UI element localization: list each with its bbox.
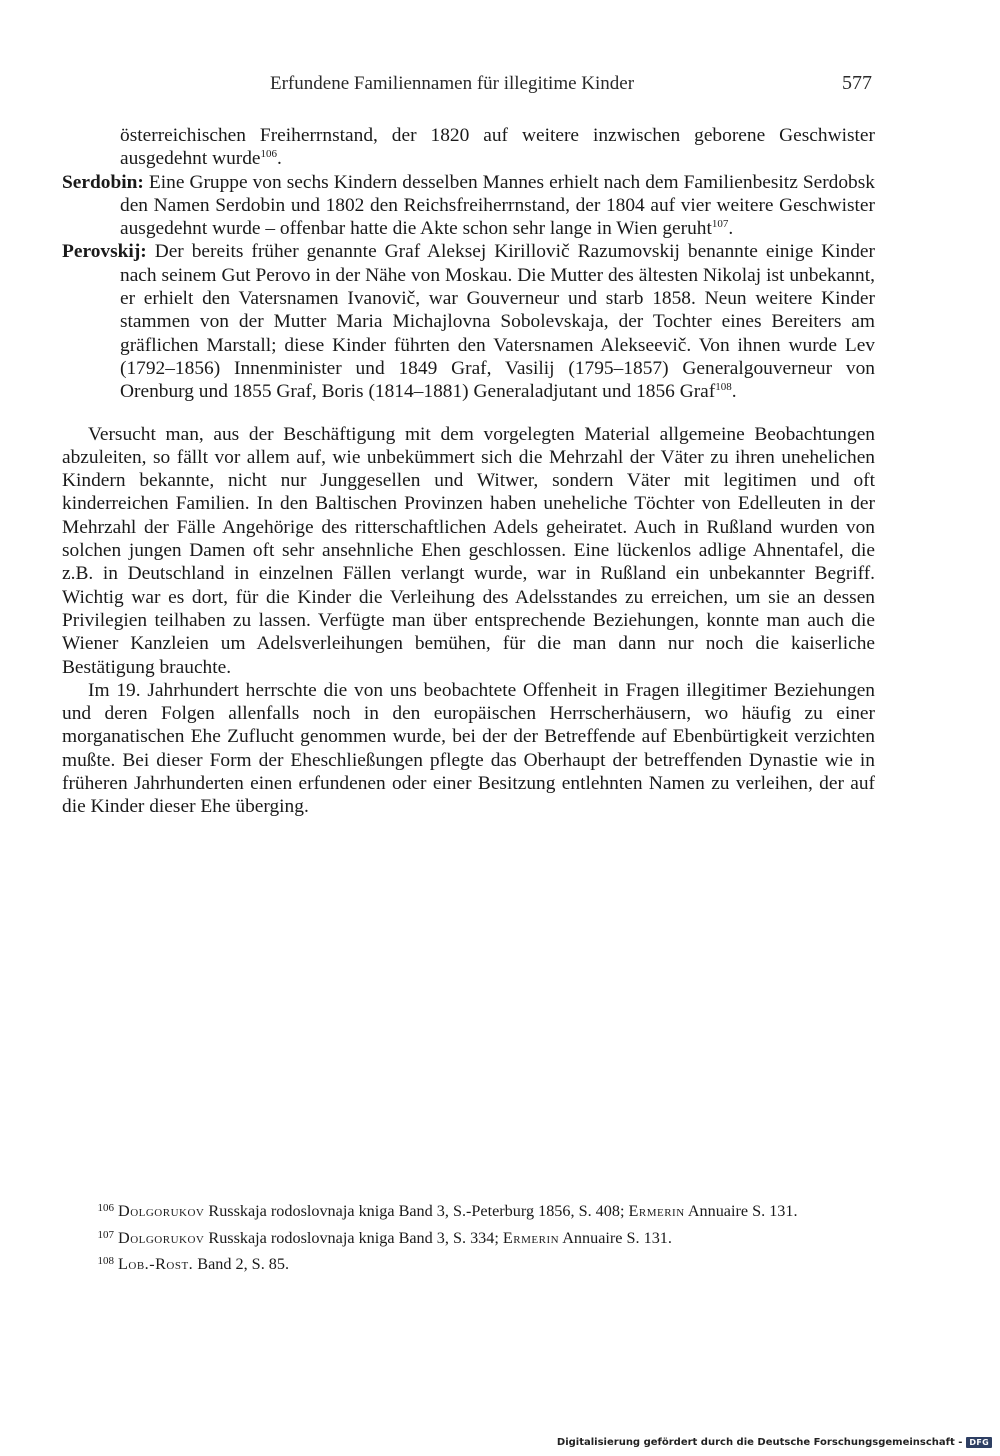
running-title: Erfundene Familiennamen für illegitime Kinder xyxy=(270,73,635,94)
digitization-credit xyxy=(557,1437,992,1448)
paragraph-gap xyxy=(62,404,875,423)
footnote-107: 107 Dolgorukov Russkaja rodoslovnaja kniga Band 3, S. 334; Ermerin Annuaire S. 131. xyxy=(86,1224,876,1251)
continued-entry: österreichischen Freiherrnstand, der 1820 auf weitere inzwischen geborene Geschwister ausgedehnt wurde$^{106}$. xyxy=(120,125,875,170)
footnote-108: 108 Lob.-Rost. Band 2, S. 85. xyxy=(86,1250,876,1277)
main-text xyxy=(62,124,875,819)
footnote-ref[interactable]: 107 xyxy=(711,218,729,231)
footnote-number: 107 xyxy=(97,1228,114,1241)
body-paragraph: Versucht man, aus der Beschäftigung mit dem vorgelegten Material allgemeine Beobachtungen abzuleiten, so fällt vor allem auf, wie unbekümmert sich die Mehrzahl der Väter zu ihren unehelichen Kindern bekannte, nicht nur Junggesellen und Witwer, sondern Väter mit legitimen und oft kinderreichen Familien. In den Baltischen Provinzen haben uneheliche Töchter von Edelleuten in der Mehrzahl der Fälle Angehörige des ritterschaftlichen Adels geheiratet. Auch in Rußland wurden von solchen jungen Damen oft sehr ansehnliche Ehen geschlossen. Eine lückenlos adlige Ahnentafel, die z.B. in Deutschland in einzelnen Fällen verlangt wurde, war in Rußland ein unbekannter Begriff. Wichtig war es dort, für die Kinder die Verleihung des Adelsstandes zu erreichen, um sie an dessen Privilegien teilhaben zu lassen. Verfügte man über entsprechende Beziehungen, konnte man auch die Wiener Kanzleien um Adelsverleihungen bemühen, für die man dann nur noch die kaiserliche Bestätigung brauchte. xyxy=(62,423,875,678)
footnote-number: 106 xyxy=(97,1202,114,1214)
credit-text: Digitalisierung gefördert durch die Deutsche Forschungsgemeinschaft - xyxy=(556,1437,963,1448)
entry-perovskij: Perovskij: Der bereits früher genannte Graf Aleksej Kirillovič Razumovskij benannte einige Kinder nach seinem Gut Perovo in der Nähe von Moskau. Die Mutter des ältesten Nikolaj ist unbekannt, er erhielt den Vatersnamen Ivanovič, war Gouverneur und starb 1858. Neun weitere Kinder stammen von der Mutter Maria Michajlovna Sobolevskaja, der Tochter eines Bereiters am gräflichen Marstall; diese Kinder führten den Vatersnamen Alekseevič. Von ihnen wurde Lev (1792–1856) Innenminister und 1849 Graf, Vasilij (1795–1857) Generalgouverneur von Orenburg und 1855 Graf, Boris (1814–1881) Generaladjutant und 1856 Graf$^{108}$. xyxy=(62,241,875,403)
footnote-ref[interactable]: 108 xyxy=(715,381,732,394)
entry-serdobin: Serdobin: Eine Gruppe von sechs Kindern desselben Mannes erhielt nach dem Familienbesitz Serdobsk den Namen Serdobin und 1802 den Reichsfreiherrnstand, der 1804 auf vier weitere Geschwister ausgedehnt wurde – offenbar hatte die Akte schon sehr lange in Wien geruht$^{107}$. xyxy=(62,171,875,240)
body-paragraph: Im 19. Jahrhundert herrschte die von uns beobachtete Offenheit in Fragen illegitimer Beziehungen und deren Folgen allenfalls noch in den europäischen Herrscherhäusern, wo häufig zu einer morganatischen Ehe Zuflucht genommen wurde, bei der der Betreffende auf Ebenbürtigkeit verzichten mußte. Bei dieser Form der Eheschließungen pflegte das Oberhaupt der betreffenden Dynastie wie in früheren Jahrhunderten einen erfundenen oder einer Besitzung entlehnten Namen zu verleihen, der auf die Kinder dieser Ehe überging. xyxy=(62,679,875,818)
footnotes xyxy=(86,1197,876,1277)
footnote-ref[interactable]: 106 xyxy=(260,148,278,161)
entry-term: Serdobin: xyxy=(62,171,144,193)
running-header xyxy=(270,72,872,95)
footnote-106: 106 Dolgorukov Russkaja rodoslovnaja kniga Band 3, S.-Peterburg 1856, S. 408; Ermerin Annuaire S. 131. xyxy=(86,1197,876,1224)
entry-term: Perovskij: xyxy=(62,241,147,263)
page-number: 577 xyxy=(842,72,872,94)
dfg-logo-icon: DFG xyxy=(966,1437,992,1448)
footnote-number: 108 xyxy=(97,1255,114,1268)
